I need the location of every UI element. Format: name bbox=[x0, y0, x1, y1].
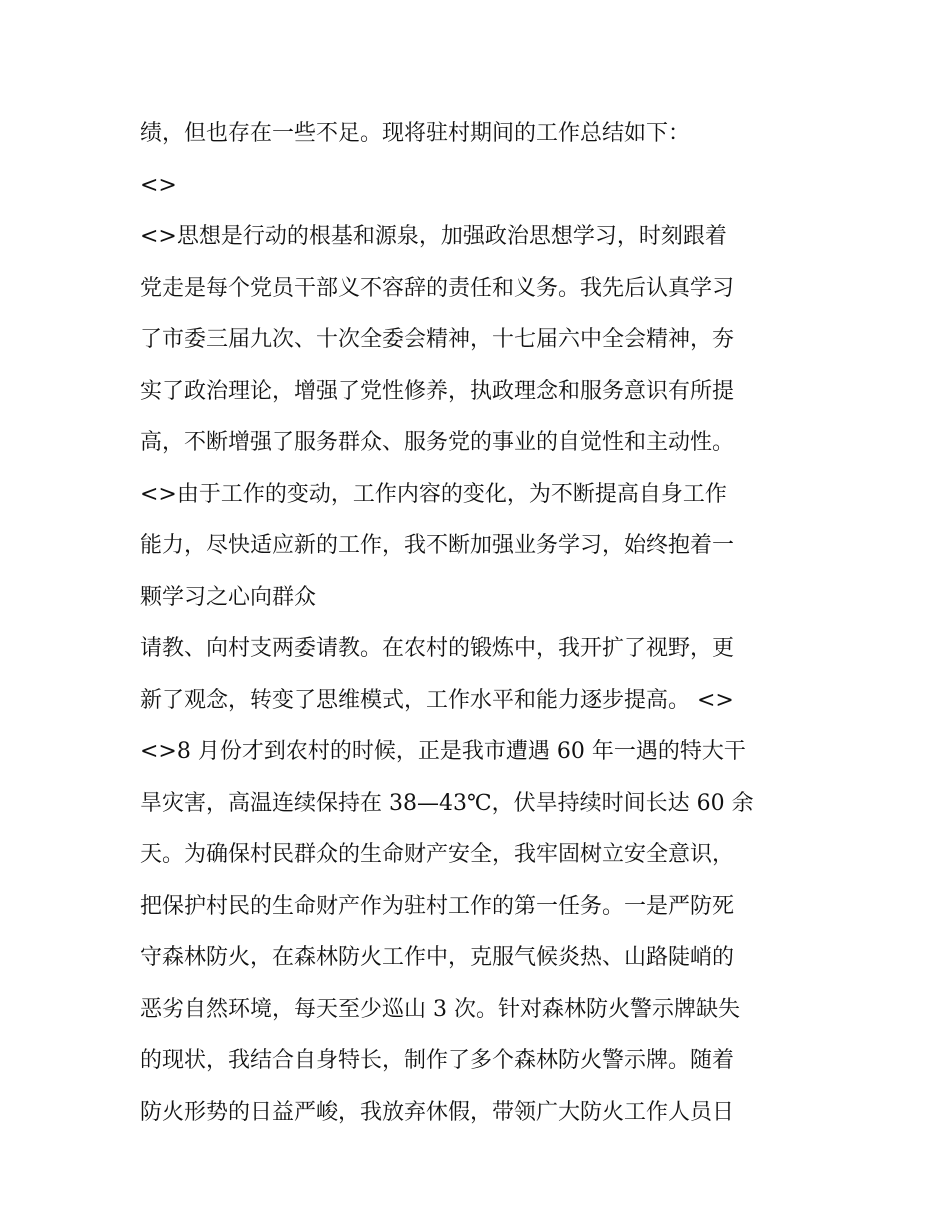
text-line: 请教、向村支两委请教。在农村的锻炼中，我开扩了视野，更 bbox=[140, 636, 735, 661]
document-body bbox=[140, 108, 820, 1138]
text-line: <>8 月份才到农村的时候，正是我市遭遇 60 年一遇的特大干 bbox=[140, 739, 746, 764]
text-line: 旱灾害，高温连续保持在 38—43℃，伏旱持续时间长达 60 余 bbox=[140, 790, 754, 816]
text-line: <> bbox=[140, 172, 177, 198]
text-line: <>由于工作的变动，工作内容的变化，为不断提高自身工作 bbox=[140, 481, 727, 507]
text-line: 党走是每个党员干部义不容辞的责任和义务。我先后认真学习 bbox=[140, 275, 735, 301]
text-line: 新了观念，转变了思维模式，工作水平和能力逐步提高。 <> bbox=[140, 687, 734, 713]
text-line: 的现状，我结合自身特长，制作了多个森林防火警示牌。随着 bbox=[140, 1048, 735, 1073]
text-line: 把保护村民的生命财产作为驻村工作的第一任务。一是严防死 bbox=[140, 893, 735, 919]
text-line: 守森林防火，在森林防火工作中，克服气候炎热、山路陡峭的 bbox=[140, 945, 735, 970]
text-line: 颗学习之心向群众 bbox=[140, 584, 317, 610]
text-line: 能力，尽快适应新的工作，我不断加强业务学习，始终抱着一 bbox=[140, 533, 735, 558]
text-line: 实了政治理论，增强了党性修养，执政理念和服务意识有所提 bbox=[140, 378, 735, 404]
text-line: 高，不断增强了服务群众、服务党的事业的自觉性和主动性。 bbox=[140, 430, 735, 455]
text-line: 恶劣自然环境，每天至少巡山 3 次。针对森林防火警示牌缺失 bbox=[140, 996, 740, 1022]
text-line: 绩，但也存在一些不足。现将驻村期间的工作总结如下： bbox=[140, 121, 691, 146]
text-line: <>思想是行动的根基和源泉，加强政治思想学习，时刻跟着 bbox=[140, 224, 727, 249]
text-line: 了市委三届九次、十次全委会精神，十七届六中全会精神，夯 bbox=[140, 327, 735, 352]
text-line: 天。为确保村民群众的生命财产安全，我牢固树立安全意识， bbox=[140, 842, 735, 867]
text-line: 防火形势的日益严峻，我放弃休假，带领广大防火工作人员日 bbox=[140, 1099, 735, 1125]
